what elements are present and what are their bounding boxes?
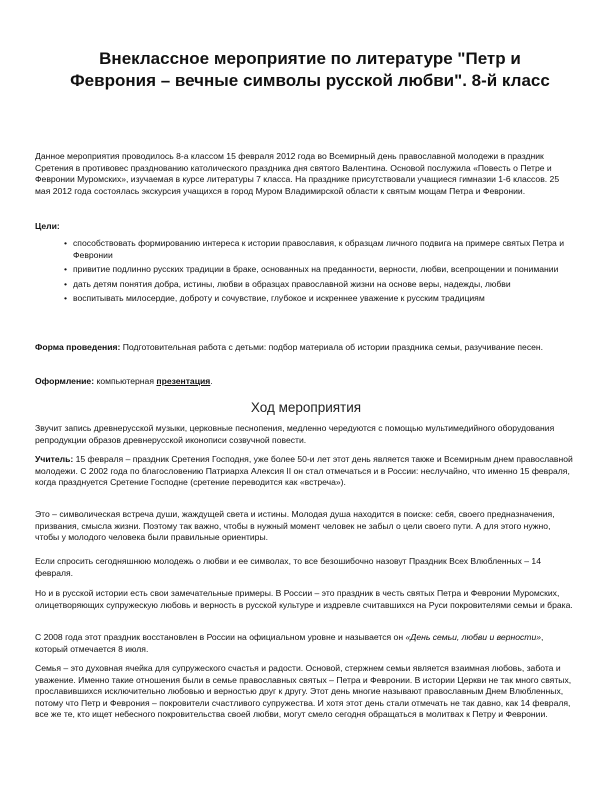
p6-end: , который отмечается 8 июля.: [35, 632, 544, 654]
bullet-icon: •: [64, 293, 68, 304]
paragraph-family: Семья – это духовная ячейка для супружеского счастья и радости. Основой, стержнем семьи является взаимная любовь, забота и уважение. Именно такие отношения были в семье православных святых – Петра и Февронии. В истории Церкви не так много святых, прославившихся исключительно любовью и верностью друг к другу. Этот день многие называют православным Днем Влюбленных, потому что Петр и Феврония – покровители счастливого супружества. И хотя этот день стали отмечать не так давно, как 14 февраля, все же те, кто ищет небесного покровительства своей любви, могут смело сегодня обращаться в молитвах к Петру и Февронии.: [35, 663, 572, 720]
goal-text: привитие подлинно русских традиции в браке, основанных на преданности, верности, любви, всепрощении и понимании: [73, 264, 559, 275]
section-heading: Ход мероприятия: [250, 400, 362, 415]
teacher-text: 15 февраля – праздник Сретения Господня, уже более 50-и лет этот день является также и Всемирным днем православной молодежи. С 2002 года по благословению Патриарха Алексия II он стал отмечаться и в России: неслучайно, что именно 15 февраля, когда празднуется Сретение Господне (сретение переводится как «встреча»).: [35, 454, 573, 488]
page-title: Внеклассное мероприятие по литературе "Петр и Феврония – вечные символы русской любви". 8-й класс: [70, 49, 550, 90]
bullet-icon: •: [64, 264, 68, 275]
goals-heading: [35, 221, 575, 233]
design-end: .: [210, 376, 213, 386]
goals-label: Цели:: [35, 221, 60, 231]
presentation-link[interactable]: презентация: [156, 376, 211, 386]
design-label: Оформление:: [35, 376, 95, 386]
intro-paragraph: Данное мероприятия проводилось 8-а классом 15 февраля 2012 года во Всемирный день православной молодежи в праздник Сретения в противовес празднованию католического праздника дня святого Валентина. Основой послужила «Повесть о Петре и Февронии Муромских», изучаемая в курсе литературы 7 класса. На празднике присутствовали учащиеся гимназии 1-6 классов. 25 мая 2012 года состоялась экскурсия учащихся в город Муром Владимирской области к святым мощам Петра и Февронии.: [35, 151, 560, 196]
goal-item: [35, 238, 575, 261]
form-paragraph: [35, 342, 575, 354]
p6-italic: «День семьи, любви и верности»: [405, 632, 542, 642]
goal-item: [35, 293, 575, 305]
goal-text: воспитывать милосердие, доброту и сочувствие, глубокое и искреннее уважение к русским традициям: [73, 293, 485, 304]
teacher-label: Учитель:: [35, 454, 74, 464]
design-text: компьютерная: [94, 376, 157, 386]
bullet-icon: •: [64, 238, 68, 248]
paragraph-symbolic: Это – символическая встреча души, жаждущей света и истины. Молодая душа находится в поиске: себя, своего предназначения, призвания, смысла жизни. Поэтому так важно, чтобы в нужный момент человек не забыл о цели своего пути. А для этого нужно, чтобы у молодого человека были правильные ориентиры.: [35, 509, 555, 543]
p6-start: С 2008 года этот праздник восстановлен в России на официальном уровне и называется он: [35, 632, 406, 642]
goal-item: [35, 264, 575, 276]
design-paragraph: [35, 376, 575, 388]
paragraph-2008: [35, 632, 575, 655]
bullet-icon: •: [64, 278, 68, 289]
paragraph-teacher: [35, 454, 575, 489]
goal-text: способствовать формированию интереса к истории православия, к образцам личного подвига на примере святых Петра и Февронии: [73, 238, 565, 260]
paragraph-russian-history: Но и в русской истории есть свои замечательные примеры. В России – это праздник в честь святых Петра и Февронии Муромских, олицетворяющих супружескую любовь и верность в русской культуре и издревле считавшихся на Руси покровителями семьи и брака.: [35, 588, 573, 610]
goal-item: [35, 279, 575, 291]
paragraph-music: Звучит запись древнерусской музыки, церковные песнопения, медленно чередуются с помощью мультимедийного оборудования репродукции образов древнерусской иконописи созвучной повести.: [35, 423, 555, 445]
goal-text: дать детям понятия добра, истины, любви в образцах православной жизни на основе веры, надежды, любви: [73, 278, 511, 289]
paragraph-valentine: Если спросить сегодняшнюю молодежь о любви и ее символах, то все безошибочно назовут Праздник Всех Влюбленных – 14 февраля.: [35, 556, 541, 578]
form-text: Подготовительная работа с детьми: подбор материала об истории праздника семьи, разучивание песен.: [120, 342, 544, 352]
goals-list: [35, 238, 575, 308]
form-label: Форма проведения:: [35, 342, 121, 352]
